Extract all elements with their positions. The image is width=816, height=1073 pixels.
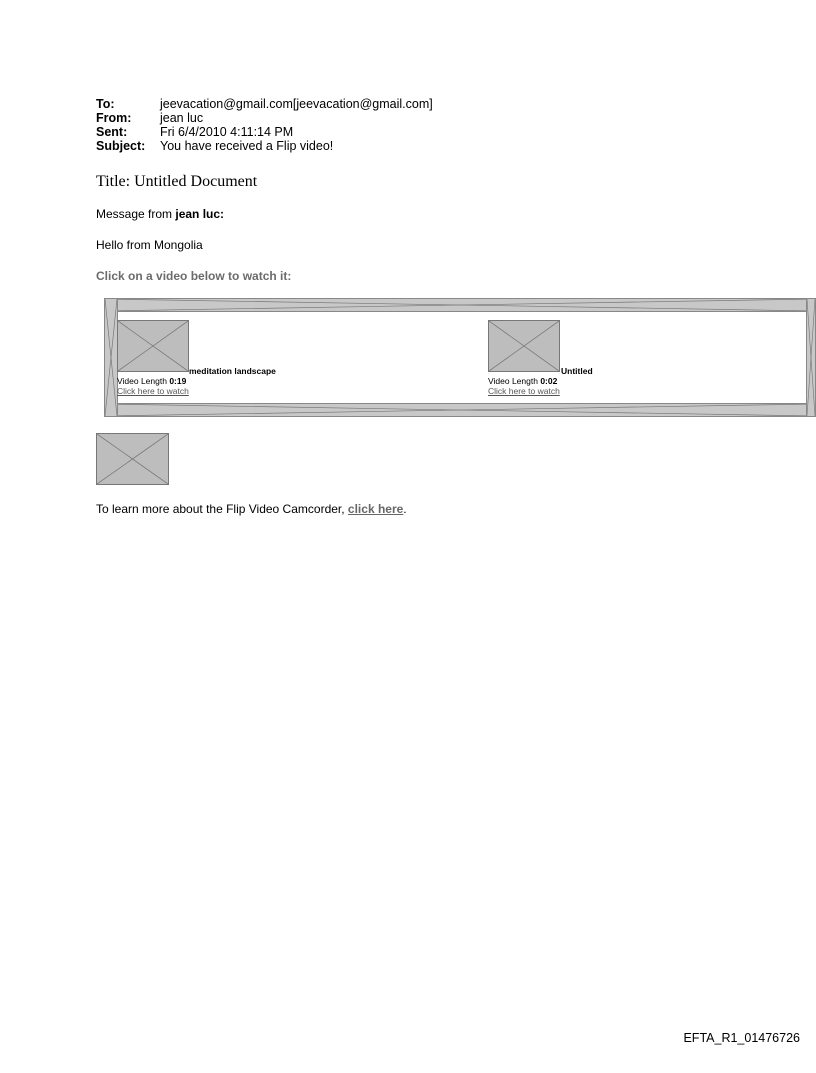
flip-logo-image	[96, 433, 169, 485]
frame-top-border-image	[104, 298, 816, 312]
message-from-prefix: Message from	[96, 207, 176, 221]
from-value: jean luc	[160, 111, 204, 125]
video-length-value-2: 0:02	[540, 376, 558, 386]
from-row	[96, 111, 433, 125]
document-title: Title: Untitled Document	[96, 173, 258, 190]
greeting-text: Hello from Mongolia	[96, 238, 203, 252]
to-label: To:	[96, 97, 115, 111]
sent-value: Fri 6/4/2010 4:11:14 PM	[160, 125, 294, 139]
learn-more-link[interactable]: click here	[347, 502, 404, 516]
subject-value: You have received a Flip video!	[160, 139, 334, 153]
learn-more-text	[96, 502, 407, 516]
email-header	[96, 97, 433, 153]
video-length-label-2: Video Length	[488, 376, 541, 386]
video-thumbnail-2[interactable]	[488, 320, 560, 372]
video-thumbnail-1[interactable]	[117, 320, 189, 372]
video-title-2: Untitled	[561, 366, 593, 376]
frame-bottom-border-image	[104, 403, 816, 417]
sent-label: Sent:	[96, 125, 128, 139]
video-title-1: meditation landscape	[189, 366, 276, 376]
from-label: From:	[96, 111, 132, 125]
to-value: jeevacation@gmail.com[jeevacation@gmail.com]	[160, 97, 433, 111]
subject-row	[96, 139, 433, 153]
watch-link-1[interactable]: Click here to watch	[117, 386, 189, 396]
subject-label: Subject:	[96, 139, 146, 153]
watch-link-2[interactable]: Click here to watch	[488, 386, 560, 396]
frame-right-border-image	[806, 298, 816, 417]
message-from-name: jean luc:	[175, 207, 225, 221]
message-from	[96, 207, 224, 221]
learn-more-suffix: .	[403, 502, 407, 516]
video-frame	[104, 298, 816, 417]
learn-more-prefix: To learn more about the Flip Video Camcorder,	[96, 502, 348, 516]
click-video-heading: Click on a video below to watch it:	[96, 269, 292, 283]
to-row	[96, 97, 433, 111]
document-id: EFTA_R1_01476726	[683, 1031, 800, 1045]
video-length-value-1: 0:19	[169, 376, 187, 386]
sent-row	[96, 125, 433, 139]
video-length-2	[488, 376, 557, 386]
video-length-1	[117, 376, 186, 386]
video-length-label-1: Video Length	[117, 376, 170, 386]
frame-left-border-image	[104, 298, 118, 417]
